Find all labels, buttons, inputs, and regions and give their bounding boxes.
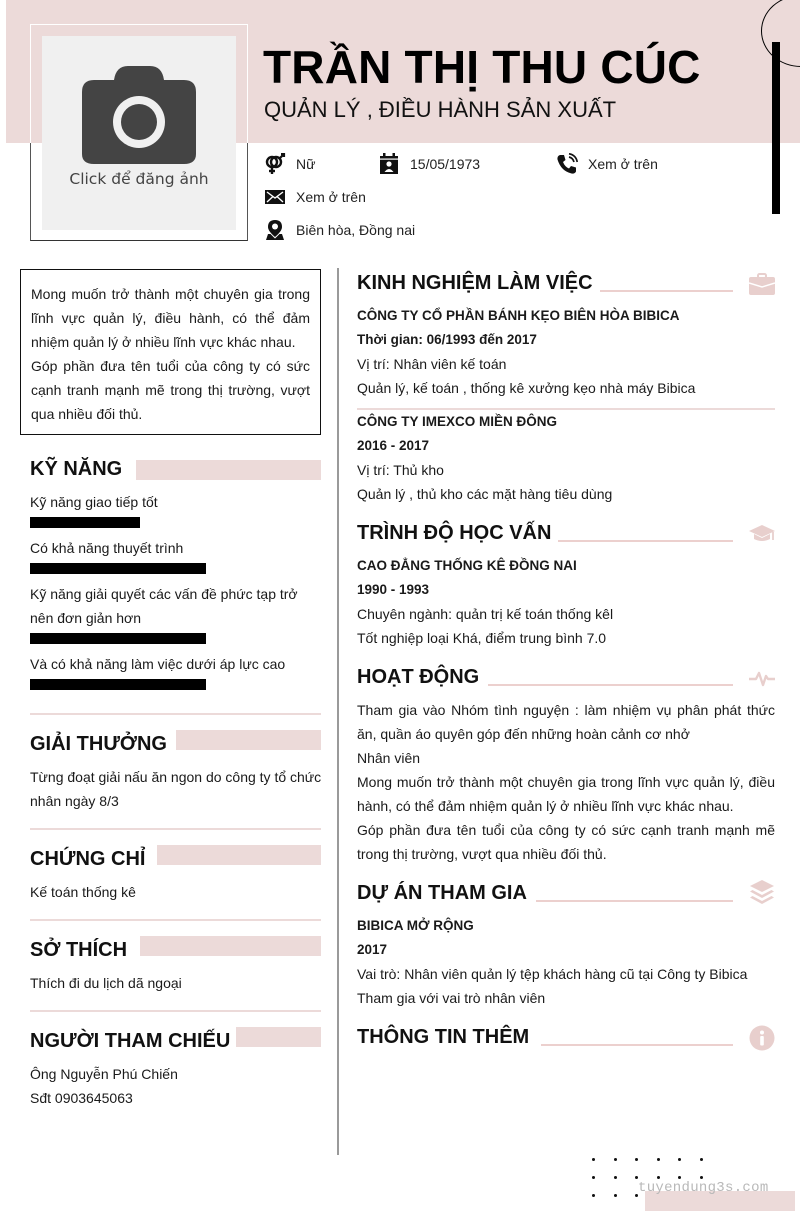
skill-label: Kỹ năng giao tiếp tốt xyxy=(30,494,158,510)
references-title: NGƯỜI THAM CHIẾU xyxy=(30,1030,231,1052)
photo-upload-label: Click để đăng ảnh xyxy=(69,170,209,188)
skills-title-bar xyxy=(136,460,321,480)
job-company: CÔNG TY IMEXCO MIỀN ĐÔNG xyxy=(357,414,558,429)
contact-email xyxy=(264,186,366,208)
email-value: Xem ở trên xyxy=(296,189,366,205)
job-position: Vị trí: Nhân viên kế toán xyxy=(357,356,507,372)
hobbies-title: SỞ THÍCH xyxy=(30,939,128,961)
layers-icon xyxy=(748,880,776,904)
activity-role: Nhân viên xyxy=(357,750,421,766)
project-name: BIBICA MỞ RỘNG xyxy=(357,918,474,933)
phone-icon xyxy=(556,153,578,175)
more-info-title: THÔNG TIN THÊM xyxy=(357,1026,530,1048)
info-circle-icon xyxy=(748,1026,776,1050)
briefcase-icon xyxy=(748,272,776,296)
hobbies-title-bar xyxy=(140,936,321,956)
map-marker-icon xyxy=(264,219,286,241)
job-period: 2016 - 2017 xyxy=(357,438,430,453)
experience-title: KINH NGHIỆM LÀM VIỆC xyxy=(357,272,593,294)
contact-birthday xyxy=(378,153,480,175)
section-divider xyxy=(30,919,321,921)
activity-description: Tham gia vào Nhóm tình nguyện : làm nhiệm vụ phân phát thức ăn, quần áo quyên góp đến những hoàn cảnh cơ nhở xyxy=(357,702,775,742)
references-title-bar xyxy=(236,1027,321,1047)
contact-phone xyxy=(556,153,658,175)
reference-phone: Sđt 0903645063 xyxy=(30,1090,133,1106)
education-grade: Tốt nghiệp loại Khá, điểm trung bình 7.0 xyxy=(357,630,607,646)
education-period: 1990 - 1993 xyxy=(357,582,430,597)
certificates-title-bar xyxy=(157,845,321,865)
birthday-value: 15/05/1973 xyxy=(410,156,481,172)
address-value: Biên hòa, Đồng nai xyxy=(296,222,416,238)
gender-icon xyxy=(264,153,286,175)
projects-title-line xyxy=(536,900,733,902)
awards-text: Từng đoạt giải nấu ăn ngon do công ty tổ chức nhân ngày 8/3 xyxy=(30,769,322,809)
awards-title-bar xyxy=(176,730,321,750)
project-year: 2017 xyxy=(357,942,388,957)
calendar-icon xyxy=(378,153,400,175)
envelope-icon xyxy=(264,186,286,208)
skill-level-bar xyxy=(30,563,206,574)
photo-upload-button[interactable] xyxy=(42,36,236,230)
activities-title: HOẠT ĐỘNG xyxy=(357,666,480,688)
objective-line: Mong muốn trở thành một chuyên gia trong lĩnh vực quản lý, điều hành, có thể đảm nhiệm quản lý ở nhiều lĩnh vực khác nhau. xyxy=(31,286,310,350)
heartbeat-icon xyxy=(748,666,776,690)
graduation-cap-icon xyxy=(748,522,776,546)
career-objective xyxy=(20,269,321,435)
project-role: Vai trò: Nhân viên quản lý tệp khách hàng cũ tại Công ty Bibica xyxy=(357,966,748,982)
section-divider xyxy=(30,828,321,830)
skill-label: Và có khả năng làm việc dưới áp lực cao xyxy=(30,656,286,672)
contact-address xyxy=(264,219,415,241)
skill-label: Có khả năng thuyết trình xyxy=(30,540,184,556)
gender-value: Nữ xyxy=(296,156,316,172)
reference-name: Ông Nguyễn Phú Chiến xyxy=(30,1066,178,1082)
hobbies-text: Thích đi du lịch dã ngoại xyxy=(30,975,182,991)
skill-level-bar xyxy=(30,633,206,644)
job-company: CÔNG TY CỔ PHẦN BÁNH KẸO BIÊN HÒA BIBICA xyxy=(357,308,680,323)
section-divider xyxy=(30,1010,321,1012)
certificates-text: Kế toán thống kê xyxy=(30,884,136,900)
decorative-bar xyxy=(772,42,780,214)
activity-paragraph: Góp phần đưa tên tuổi của công ty có sức cạnh tranh mạnh mẽ trong thị trường, vượt qua nhiều đối thủ. xyxy=(357,822,775,862)
skill-level-bar xyxy=(30,679,206,690)
job-description: Quản lý, kế toán , thống kê xưởng kẹo nhà máy Bibica xyxy=(357,380,696,396)
column-divider xyxy=(337,268,339,1155)
job-period: Thời gian: 06/1993 đến 2017 xyxy=(357,332,537,347)
project-participation: Tham gia với vai trò nhân viên xyxy=(357,990,546,1006)
experience-title-line xyxy=(600,290,733,292)
skill-level-bar xyxy=(30,517,140,528)
watermark: tuyendung3s.com xyxy=(638,1180,769,1196)
education-title: TRÌNH ĐỘ HỌC VẤN xyxy=(357,522,552,544)
education-school: CAO ĐẲNG THỐNG KÊ ĐỒNG NAI xyxy=(357,558,577,573)
contact-gender xyxy=(264,153,315,175)
certificates-title: CHỨNG CHỈ xyxy=(30,848,146,870)
objective-line: Góp phần đưa tên tuổi của công ty có sức cạnh tranh mạnh mẽ trong thị trường, vượt qua nhiều đối thủ. xyxy=(31,358,310,422)
activity-paragraph: Mong muốn trở thành một chuyên gia trong lĩnh vực quản lý, điều hành, có thể đảm nhiệm quản lý ở nhiều lĩnh vực khác nhau. xyxy=(357,774,775,814)
phone-value: Xem ở trên xyxy=(588,156,658,172)
education-title-line xyxy=(558,540,733,542)
section-divider xyxy=(30,713,321,715)
education-major: Chuyên ngành: quản trị kế toán thống kêl xyxy=(357,606,614,622)
projects-title: DỰ ÁN THAM GIA xyxy=(357,882,527,904)
skills-title: KỸ NĂNG xyxy=(30,458,123,480)
job-title: QUẢN LÝ , ĐIỀU HÀNH SẢN XUẤT xyxy=(264,97,617,122)
skill-label: Kỹ năng giải quyết các vấn đề phức tạp trở nên đơn giản hơn xyxy=(30,586,298,626)
activities-title-line xyxy=(488,684,733,686)
more-info-title-line xyxy=(541,1044,733,1046)
job-description: Quản lý , thủ kho các mặt hàng tiêu dùng xyxy=(357,486,613,502)
camera-icon xyxy=(80,64,198,166)
candidate-name: TRẦN THỊ THU CÚC xyxy=(263,41,701,93)
awards-title: GIẢI THƯỞNG xyxy=(30,733,167,755)
job-position: Vị trí: Thủ kho xyxy=(357,462,444,478)
